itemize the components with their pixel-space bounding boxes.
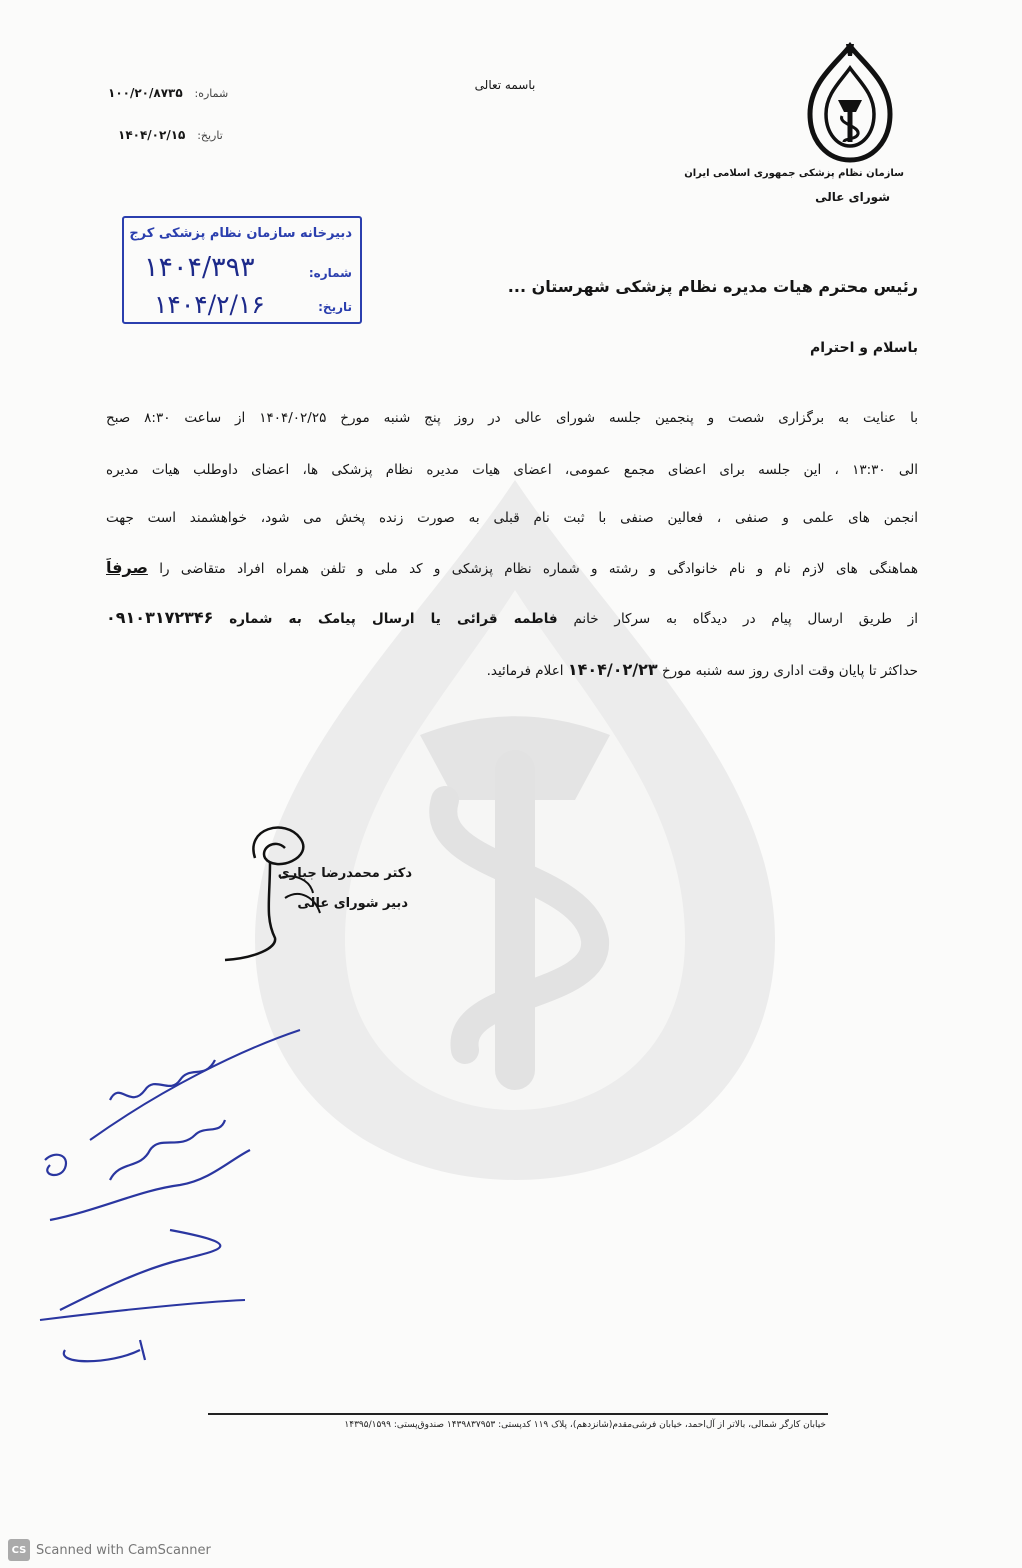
greeting-line: باسلام و احترام [810, 340, 918, 356]
body-line-6-text: حداکثر تا پایان وقت اداری روز سه شنبه مورخ [661, 663, 918, 679]
body-line-4-text: هماهنگی های لازم نام و نام خانوادگی و رشته و شماره نظام پزشکی و کد ملی و تلفن همراه افراد متقاضی را [159, 561, 918, 577]
letter-date-value: ۱۴۰۴/۰۲/۱۵ [118, 128, 186, 142]
contact-phone: ۰۹۱۰۳۱۷۲۳۴۶ [106, 608, 214, 627]
registry-stamp [122, 216, 362, 324]
letter-date-label: تاریخ: [197, 129, 223, 142]
stamp-title: دبیرخانه سازمان نظام پزشکی کرج [129, 226, 352, 241]
body-line-5-text: از طریق ارسال پیام در دیدگاه به سرکار خانم [573, 611, 918, 627]
letter-number-value: ۱۰۰/۲۰/۸۷۳۵ [108, 86, 183, 100]
deadline-date: ۱۴۰۴/۰۲/۲۳ [567, 660, 658, 679]
body-line-6-end: اعلام فرمائید. [486, 663, 564, 679]
body-line-1: با عنایت به برگزاری شصت و پنجمین جلسه شورای عالی در روز پنج شنبه مورخ ۱۴۰۴/۰۲/۲۵ از ساعت ۸:۳۰ صبح [106, 410, 918, 426]
council-name: شورای عالی [815, 190, 890, 204]
stamp-date-label: تاریخ: [318, 300, 352, 314]
handwritten-signature [215, 818, 325, 968]
stamp-number-label: شماره: [308, 266, 352, 280]
footer-address: خیابان کارگر شمالی، بالاتر از آل‌احمد، خیابان فرشی‌مقدم(شانزدهم)، پلاک ۱۱۹ کدپستی: ۱۴۳۹۸۳۷۹۵۳ صندوق‌پستی: ۱۴۳۹۵/۱۵۹۹ [344, 1420, 826, 1430]
signatory-name: دکتر محمدرضا جباری [277, 866, 412, 881]
scanner-watermark [8, 1538, 211, 1562]
stamp-date-value: ۱۴۰۴/۲/۱۶ [154, 290, 265, 319]
signatory-title: دبیر شورای عالی [297, 896, 408, 911]
body-line-5 [106, 608, 918, 627]
organization-logo-icon [800, 42, 900, 177]
organization-name: سازمان نظام پزشکی جمهوری اسلامی ایران [684, 168, 904, 179]
body-line-3: انجمن های علمی و صنفی ، فعالین صنفی با ثبت نام قبلی به صورت زنده پخش می شود، خواهشمند است جهت [106, 510, 918, 526]
recipient-line: رئیس محترم هیات مدیره نظام پزشکی شهرستان ... [507, 277, 918, 296]
letter-date [118, 128, 223, 142]
body-line-6 [106, 660, 918, 679]
body-line-2: الی ۱۳:۳۰ ، این جلسه برای اعضای مجمع عمومی، اعضای هیات مدیره نظام پزشکی ها، اعضای داوطلب هیات مدیره [106, 462, 918, 478]
emphasis-only: صرفاً [106, 558, 148, 577]
basmele-heading: باسمه تعالی [474, 78, 536, 92]
contact-person: فاطمه قرائی یا ارسال پیامک به شماره [229, 611, 558, 627]
camscanner-icon: CS [8, 1539, 30, 1561]
scanner-text: Scanned with CamScanner [36, 1542, 211, 1558]
body-line-4 [106, 558, 918, 577]
stamp-number-value: ۱۴۰۴/۳۹۳ [144, 252, 255, 283]
handwritten-note [20, 1020, 320, 1380]
letter-number-label: شماره: [194, 87, 229, 100]
letter-number [108, 86, 228, 100]
footer-divider [208, 1413, 828, 1415]
